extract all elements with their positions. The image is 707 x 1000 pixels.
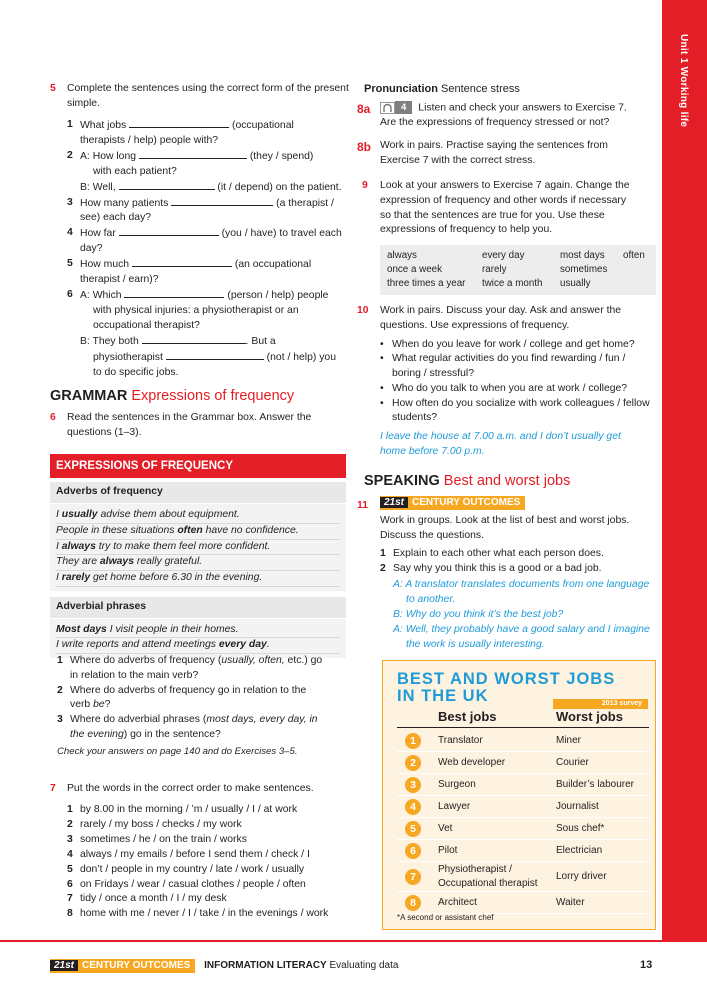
adverbs-examples bbox=[50, 504, 346, 591]
best-job: Web developer bbox=[438, 757, 506, 768]
best-job: Surgeon bbox=[438, 779, 476, 790]
worst-job: Sous chef* bbox=[556, 823, 605, 834]
survey-label: 2013 survey bbox=[553, 699, 648, 709]
footer: 21st CENTURY OUTCOMES INFORMATION LITERACY Evaluating data bbox=[50, 959, 398, 973]
worst-job: Courier bbox=[556, 757, 589, 768]
exercise-7: 7 Put the words in the correct order to make sentences. bbox=[50, 783, 314, 794]
frequency-expressions-box bbox=[380, 245, 656, 295]
grammar-box-subheading: Adverbial phrases bbox=[50, 597, 346, 619]
worst-job: Journalist bbox=[556, 801, 599, 812]
job-row bbox=[397, 818, 649, 840]
track-number: 4 bbox=[395, 101, 412, 114]
grammar-box-title: EXPRESSIONS OF FREQUENCY bbox=[50, 454, 346, 478]
list-item: 3 sometimes / he / on the train / works bbox=[67, 833, 247, 845]
exercise-10: 10 Work in pairs. Discuss your day. Ask and answer the questions. Use expressions of frequency. • When do you leave for work / college and get home? • What regular activities do you find rewarding / fun / boring / stressful? • Who do you talk to when you are at work / college? • How often do you socialize with work colleagues / fellow students? I leave the house at 7.00 a.m. and I don’t usually get home before 7.00 p.m. bbox=[357, 304, 657, 460]
list-item: 8 home with me / never / I / take / in the evenings / work bbox=[67, 908, 329, 920]
exercise-6: 6 Read the sentences in the Grammar box. Answer the questions (1–3). bbox=[50, 412, 312, 438]
blank-line[interactable] bbox=[139, 149, 247, 159]
frequency-expression: three times a year bbox=[387, 278, 466, 289]
job-row bbox=[397, 840, 649, 862]
example-sentence: They are always really grateful. bbox=[56, 555, 340, 571]
blank-line[interactable] bbox=[119, 226, 219, 236]
exercise-5 bbox=[50, 82, 350, 112]
job-row bbox=[397, 752, 649, 774]
exercise-5-items: 1 What jobs (occupational therapists / help) people with? 2 A: How long (they / spend) with each patient? B: Well, (it / depend) on the patient. 3 How many patients (a therapist / see) each day? 4 How far (you / have) to travel each day? 5 How much (an occupational therapist / earn)? 6 A: Which (person / help) people with physical injuries: a physiotherapist or an occupational therapist? B: They both . But a physiotherapist (not / help) you to do specific jobs. bbox=[67, 119, 342, 378]
job-row bbox=[397, 774, 649, 796]
footer-divider bbox=[0, 940, 707, 942]
rank-badge: 5 bbox=[405, 821, 421, 837]
rank-badge: 3 bbox=[405, 777, 421, 793]
example-sentence: I usually advise them about equipment. bbox=[56, 508, 340, 524]
best-job: Pilot bbox=[438, 845, 458, 856]
job-row bbox=[397, 730, 649, 752]
example-sentence: People in these situations often have no confidence. bbox=[56, 524, 340, 540]
list-item: 4 always / my emails / before I send them / check / I bbox=[67, 848, 310, 860]
frequency-expression: usually bbox=[560, 278, 591, 289]
frequency-expression: every day bbox=[482, 250, 525, 261]
blank-line[interactable] bbox=[171, 196, 273, 206]
grammar-heading: GRAMMAR Expressions of frequency bbox=[50, 388, 295, 404]
speaking-heading: SPEAKING Best and worst jobs bbox=[364, 473, 571, 489]
phrases-examples bbox=[50, 619, 346, 659]
rank-badge: 2 bbox=[405, 755, 421, 771]
worst-job: Builder’s labourer bbox=[556, 779, 635, 790]
blank-line[interactable] bbox=[142, 334, 246, 344]
exercise-8a: 8a 4 Listen and check your answers to Exercise 7. Are the expressions of frequency stressed or not? bbox=[357, 102, 627, 129]
exercise-9: 9 Look at your answers to Exercise 7 again. Change the expression of frequency and other words if necessary so that the sentences are true for you. Use these expressions of frequency to help you. bbox=[362, 180, 630, 236]
example-sentence: I write reports and attend meetings every day. bbox=[56, 638, 340, 654]
audio-icon[interactable] bbox=[380, 102, 395, 114]
discussion-question: • Who do you talk to when you are at work / college? bbox=[380, 382, 657, 397]
frequency-expression: often bbox=[623, 250, 645, 261]
list-item: 2 rarely / my boss / checks / my work bbox=[67, 818, 242, 830]
job-row bbox=[397, 892, 649, 914]
rank-badge: 8 bbox=[405, 895, 421, 911]
best-jobs-header: Best jobs bbox=[438, 709, 497, 724]
discussion-question: • When do you leave for work / college and get home? bbox=[380, 338, 657, 353]
frequency-expression: twice a month bbox=[482, 278, 543, 289]
worst-job: Waiter bbox=[556, 897, 585, 908]
blank-line[interactable] bbox=[119, 180, 215, 190]
exercise-8b: 8b Work in pairs. Practise saying the sentences from Exercise 7 with the correct stress. bbox=[357, 140, 608, 166]
frequency-expression: once a week bbox=[387, 264, 443, 275]
century-outcomes-badge: 21st CENTURY OUTCOMES bbox=[380, 496, 525, 510]
rank-badge: 7 bbox=[405, 869, 421, 885]
discussion-question: • What regular activities do you find rewarding / fun / bbox=[380, 352, 657, 367]
list-item: 7 tidy / once a month / I / my desk bbox=[67, 893, 227, 905]
grammar-box-subheading: Adverbs of frequency bbox=[50, 482, 346, 504]
list-item: 1 by 8.00 in the morning / ’m / usually / I / at work bbox=[67, 804, 298, 815]
best-job: Physiotherapist / Occupational therapist bbox=[438, 864, 538, 889]
best-job: Lawyer bbox=[438, 801, 471, 812]
exercise-number: 5 bbox=[50, 83, 56, 94]
rank-badge: 1 bbox=[405, 733, 421, 749]
worst-job: Lorry driver bbox=[556, 871, 607, 882]
pronunciation-heading: Pronunciation Sentence stress bbox=[364, 83, 520, 95]
blank-line[interactable] bbox=[129, 118, 229, 128]
exercise-instruction: Complete the sentences using the correct form of the present simple. bbox=[67, 83, 349, 109]
frequency-expression: most days bbox=[560, 250, 605, 261]
worst-job: Electrician bbox=[556, 845, 603, 856]
best-job: Architect bbox=[438, 897, 477, 908]
exercise-7-items bbox=[67, 803, 357, 922]
blank-line[interactable] bbox=[166, 350, 264, 360]
example-sentence: Most days I visit people in their homes. bbox=[56, 623, 340, 639]
example-sentence: I rarely get home before 6.30 in the evening. bbox=[56, 571, 340, 587]
frequency-expression: sometimes bbox=[560, 264, 608, 275]
blank-line[interactable] bbox=[132, 257, 232, 267]
worst-job: Miner bbox=[556, 735, 582, 746]
list-item: 5 don’t / people in my country / late / work / usually bbox=[67, 863, 305, 875]
unit-side-tab bbox=[662, 0, 707, 940]
worst-jobs-header: Worst jobs bbox=[556, 709, 623, 724]
best-worst-jobs-table bbox=[382, 660, 656, 930]
best-job: Translator bbox=[438, 735, 483, 746]
discussion-question: • How often do you socialize with work colleagues / fellow bbox=[380, 397, 657, 412]
rank-badge: 4 bbox=[405, 799, 421, 815]
example-sentence: I always try to make them feel more confident. bbox=[56, 540, 340, 556]
grammar-box bbox=[50, 454, 346, 658]
frequency-expression: always bbox=[387, 250, 417, 261]
rank-badge: 6 bbox=[405, 843, 421, 859]
grammar-questions: 1 Where do adverbs of frequency (usually, often, etc.) go in relation to the main verb? 2 Where do adverbs of frequency go in relation to the verb be? 3 Where do adverbial phrases (most days, every day, in the evening) go in the sentence? Check your answers on page 140 and do Exercises 3–5. bbox=[57, 654, 347, 758]
best-job: Vet bbox=[438, 823, 453, 834]
jobs-table-title: BEST AND WORST JOBS IN THE UK bbox=[397, 670, 616, 705]
exercise-11: 11 21st CENTURY OUTCOMES Work in groups. Look at the list of best and worst jobs. Discuss the questions. 1 Explain to each other what each person does. 2 Say why you think this is a good or a bad job. A: A translator translates documents from one language to another. B: Why do you think it’s the best job? A: Well, they probably have a good salary and I imagine the work is usually interesting. bbox=[357, 497, 650, 650]
job-row bbox=[397, 796, 649, 818]
page-number: 13 bbox=[640, 959, 653, 971]
jobs-footnote: *A second or assistant chef bbox=[397, 913, 494, 922]
list-item: 6 on Fridays / wear / casual clothes / people / often bbox=[67, 878, 306, 890]
frequency-expression: rarely bbox=[482, 264, 507, 275]
check-answers-note: Check your answers on page 140 and do Exercises 3–5. bbox=[57, 745, 298, 757]
blank-line[interactable] bbox=[124, 288, 224, 298]
unit-tab-label: Unit 1 Working life bbox=[678, 34, 690, 128]
job-row bbox=[397, 862, 649, 892]
